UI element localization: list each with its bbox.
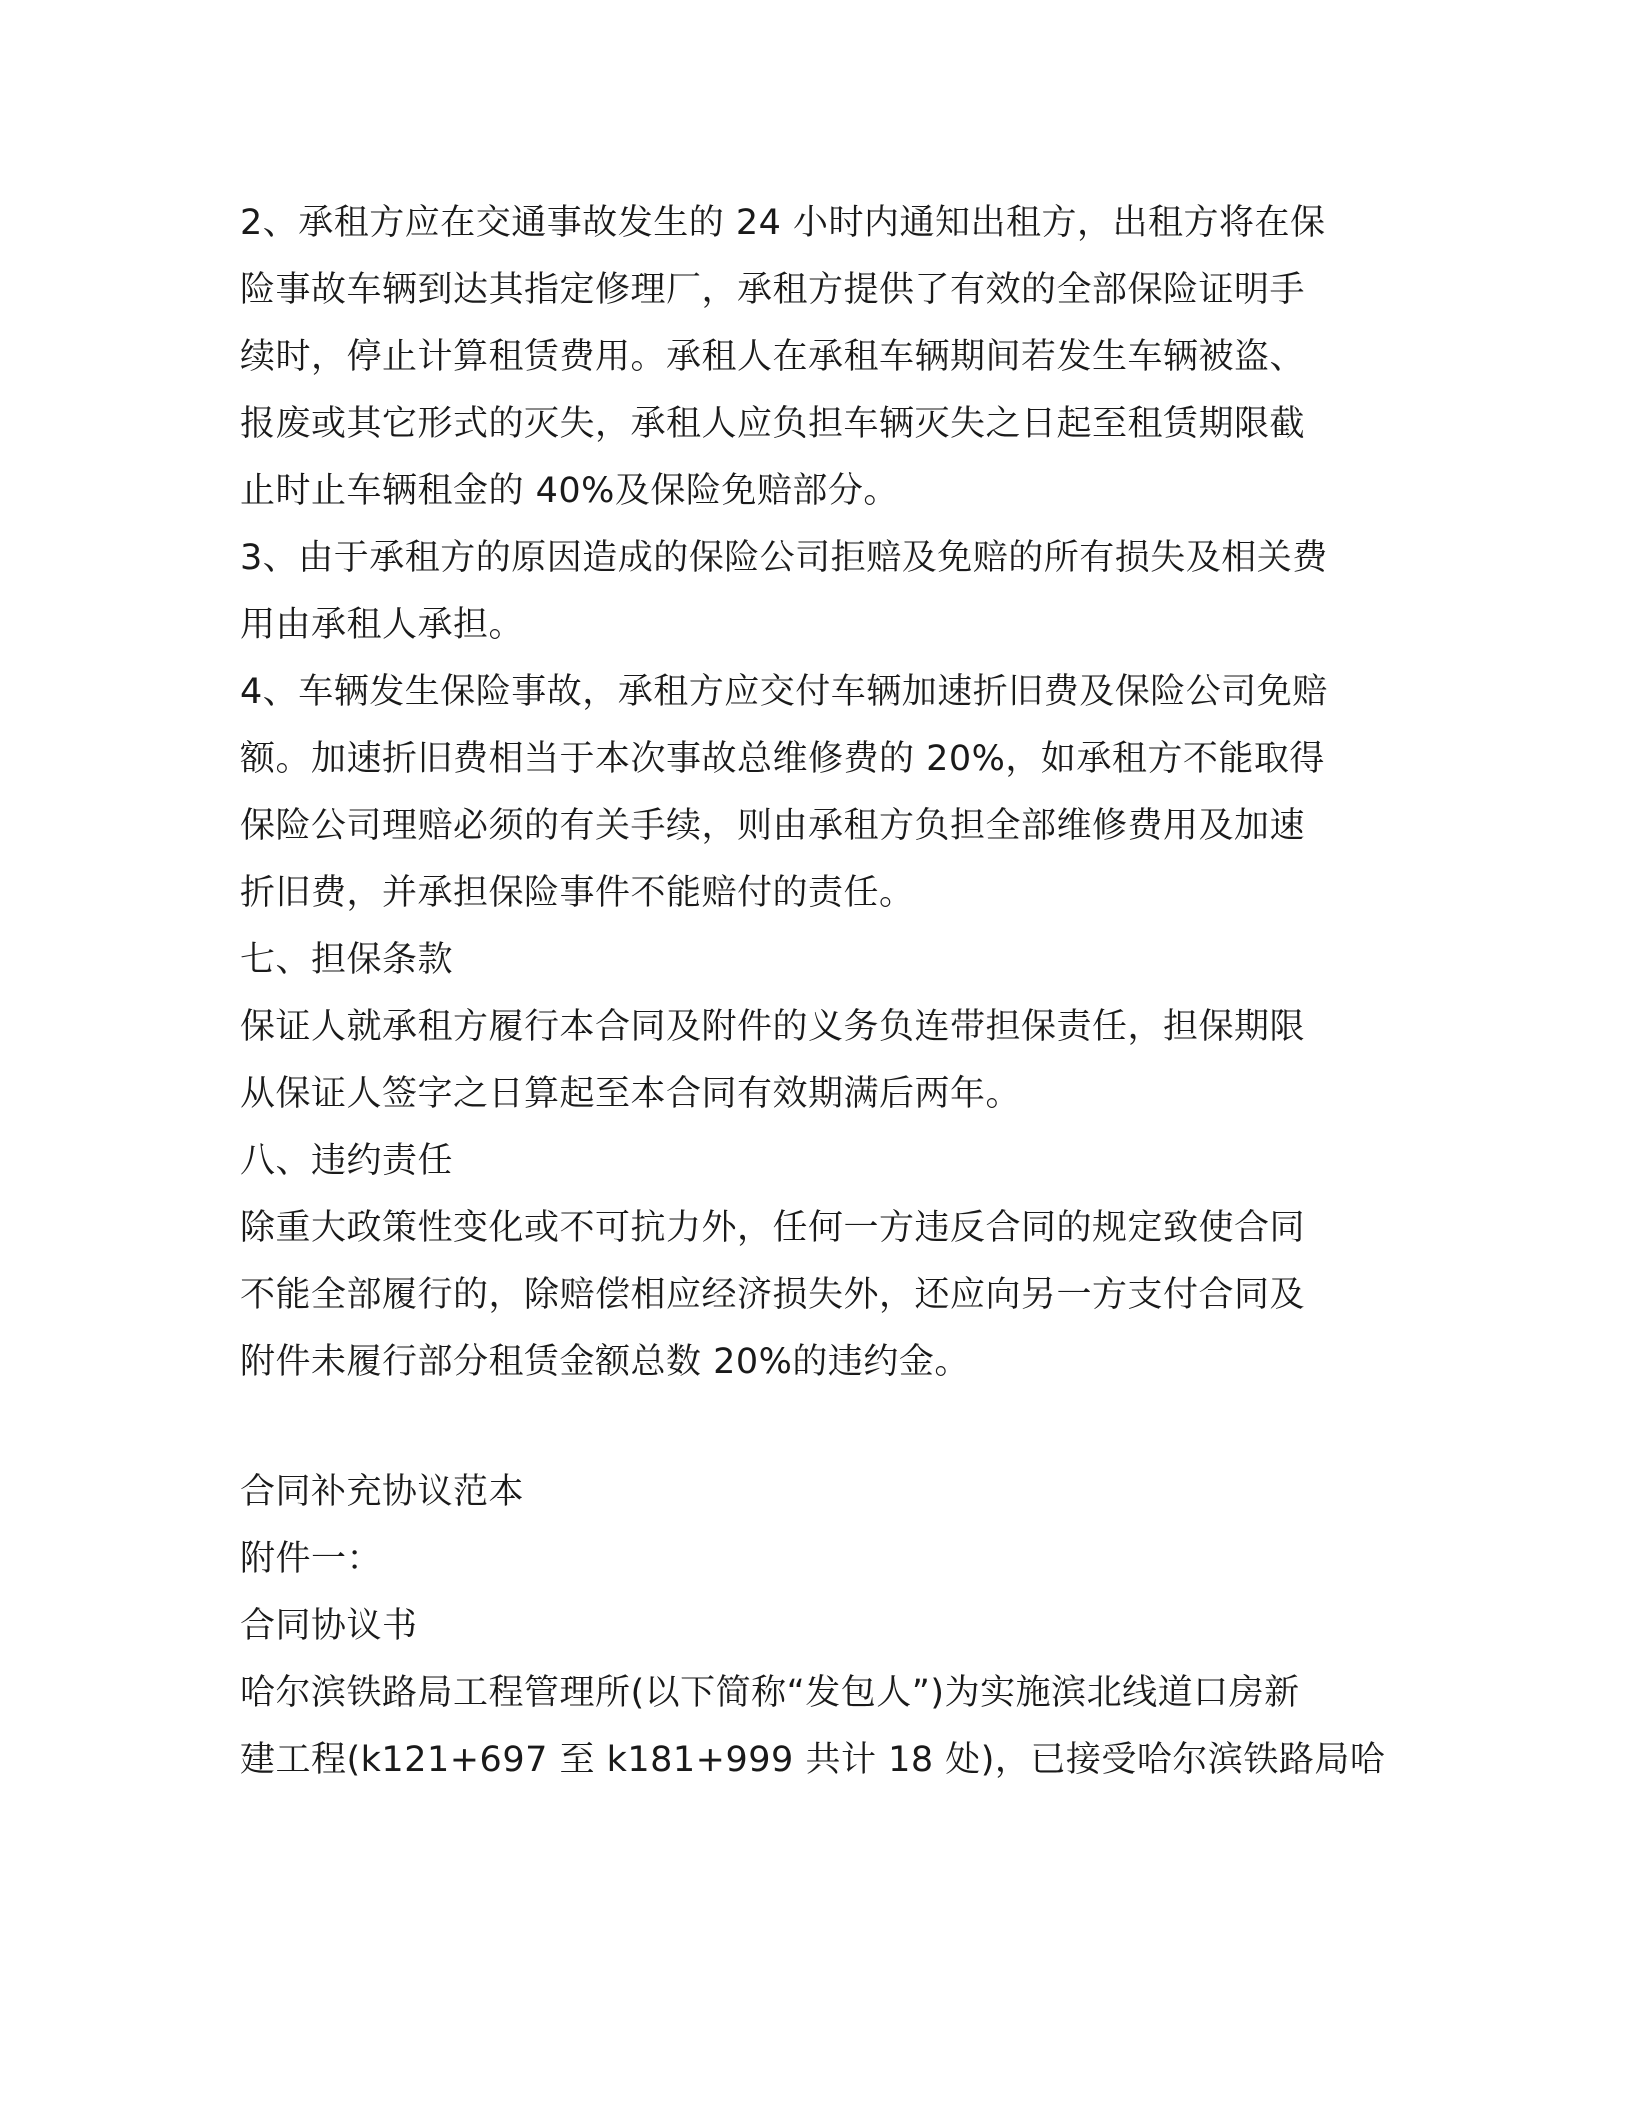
clause-2-line-3: 续时，停止计算租赁费用。承租人在承租车辆期间若发生车辆被盗、: [240, 337, 1306, 377]
guarantee-line-2: 从保证人签字之日算起至本合同有效期满后两年。: [240, 1074, 1022, 1114]
attachment-label: 附件一：: [240, 1539, 383, 1579]
section-heading-guarantee: 七、担保条款: [240, 940, 454, 980]
clause-4-line-2: 额。加速折旧费相当于本次事故总维修费的 20%，如承租方不能取得: [240, 739, 1325, 779]
clause-4-line-4: 折旧费，并承担保险事件不能赔付的责任。: [240, 873, 915, 913]
breach-line-3: 附件未履行部分租赁金额总数 20%的违约金。: [240, 1342, 970, 1382]
clause-3-line-2: 用由承租人承担。: [240, 605, 525, 645]
clause-3-line-1: 3、由于承租方的原因造成的保险公司拒赔及免赔的所有损失及相关费: [240, 538, 1328, 578]
agreement-line-1: 哈尔滨铁路局工程管理所(以下简称“发包人”)为实施滨北线道口房新: [240, 1673, 1300, 1713]
document-body: [240, 190, 1400, 1794]
clause-4-line-1: 4、车辆发生保险事故，承租方应交付车辆加速折旧费及保险公司免赔: [240, 672, 1328, 712]
guarantee-line-1: 保证人就承租方履行本合同及附件的义务负连带担保责任，担保期限: [240, 1007, 1306, 1047]
clause-2-line-5: 止时止车辆租金的 40%及保险免赔部分。: [240, 471, 899, 511]
supplement-title: 合同补充协议范本: [240, 1472, 525, 1512]
agreement-line-2: 建工程(k121+697 至 k181+999 共计 18 处)，已接受哈尔滨铁路局哈: [240, 1740, 1386, 1780]
clause-2-line-1: 2、承租方应在交通事故发生的 24 小时内通知出租方，出租方将在保: [240, 203, 1326, 243]
section-heading-breach: 八、违约责任: [240, 1141, 454, 1181]
breach-line-1: 除重大政策性变化或不可抗力外，任何一方违反合同的规定致使合同: [240, 1208, 1306, 1248]
blank-line: [240, 1396, 1400, 1459]
clause-2-line-2: 险事故车辆到达其指定修理厂，承租方提供了有效的全部保险证明手: [240, 270, 1306, 310]
agreement-title: 合同协议书: [240, 1606, 418, 1646]
clause-2-line-4: 报废或其它形式的灭失，承租人应负担车辆灭失之日起至租赁期限截: [240, 404, 1306, 444]
clause-4-line-3: 保险公司理赔必须的有关手续，则由承租方负担全部维修费用及加速: [240, 806, 1306, 846]
breach-line-2: 不能全部履行的，除赔偿相应经济损失外，还应向另一方支付合同及: [240, 1275, 1306, 1315]
